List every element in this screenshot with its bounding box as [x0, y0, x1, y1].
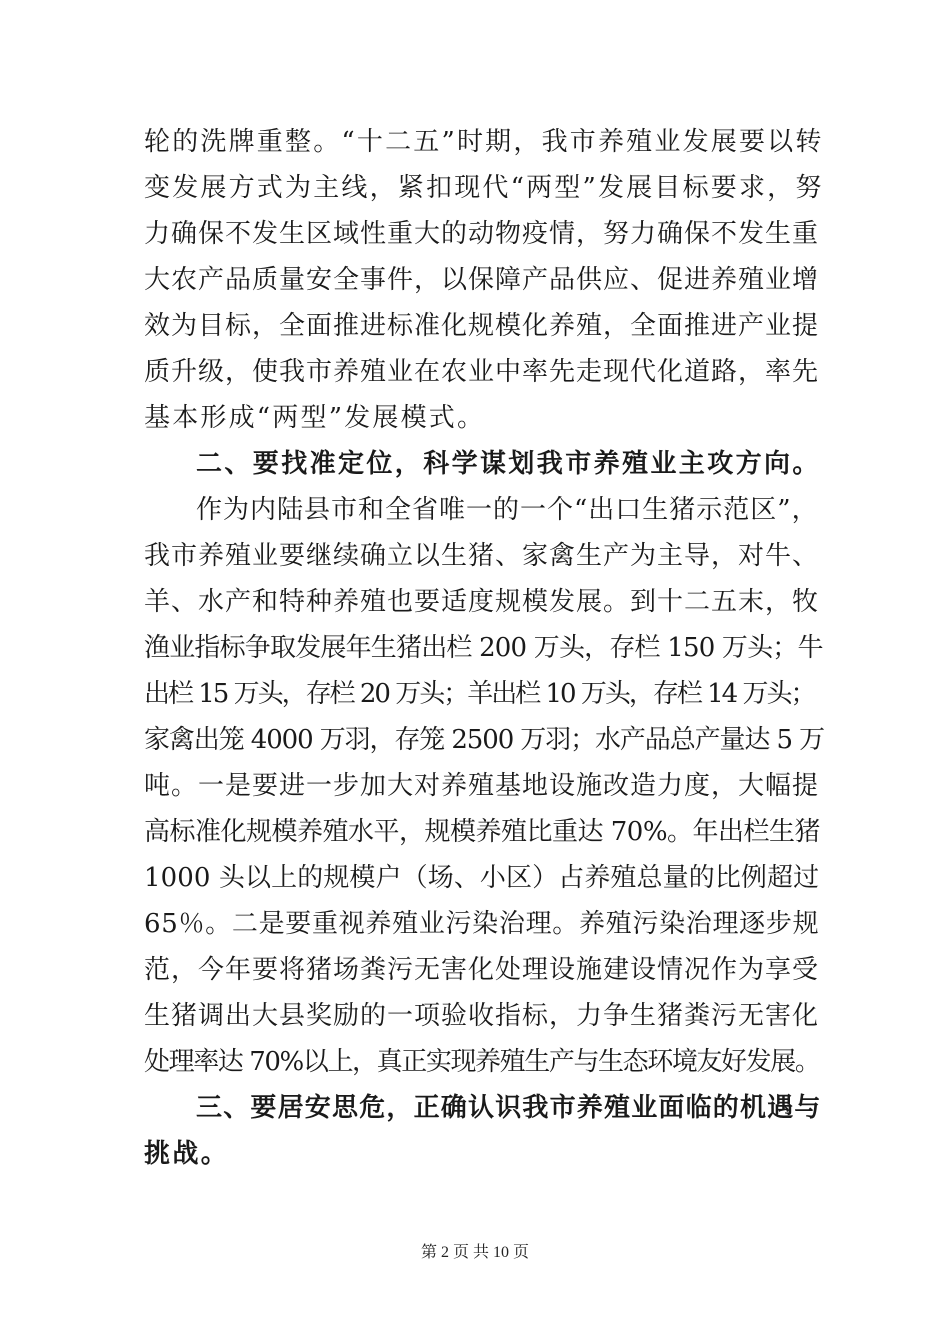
paragraph-line: 65％。二是要重视养殖业污染治理。养殖污染治理逐步规 [144, 909, 820, 939]
paragraph-line: 力确保不发生区域性重大的动物疫情，努力确保不发生重 [144, 219, 820, 249]
paragraph-line: 基本形成“两型”发展模式。 [144, 403, 486, 433]
paragraph-line: 大农产品质量安全事件，以保障产品供应、促进养殖业增 [144, 265, 820, 295]
paragraph-line: 效为目标，全面推进标准化规模化养殖，全面推进产业提 [144, 311, 820, 341]
paragraph-line: 范，今年要将猪场粪污无害化处理设施建设情况作为享受 [144, 955, 820, 985]
paragraph-line: 渔业指标争取发展年生猪出栏 200 万头，存栏 150 万头；牛 [144, 633, 823, 663]
paragraph-line: 1000 头以上的规模户（场、小区）占养殖总量的比例超过 [144, 863, 820, 893]
paragraph-line: 作为内陆县市和全省唯一的一个“出口生猪示范区”， [196, 495, 819, 525]
paragraph-line: 质升级，使我市养殖业在农业中率先走现代化道路，率先 [144, 357, 820, 387]
paragraph-line: 家禽出笼 4000 万羽，存笼 2500 万羽；水产品总产量达 5 万 [144, 725, 824, 755]
paragraph-line: 轮的洗牌重整。“十二五”时期，我市养殖业发展要以转 [144, 127, 824, 157]
paragraph-line: 羊、水产和特种养殖也要适度规模发展。到十二五末，牧 [144, 587, 820, 617]
paragraph-line: 高标准化规模养殖水平，规模养殖比重达 70%。年出栏生猪 [144, 817, 821, 847]
paragraph-line: 处理率达 70%以上，真正实现养殖生产与生态环境友好发展。 [144, 1047, 820, 1077]
paragraph-line: 我市养殖业要继续确立以生猪、家禽生产为主导，对牛、 [144, 541, 820, 571]
page-number: 第 2 页 共 10 页 [420, 1244, 529, 1261]
paragraph-line: 吨。一是要进一步加大对养殖基地设施改造力度，大幅提 [144, 771, 820, 801]
paragraph-line: 生猪调出大县奖励的一项验收指标，力争生猪粪污无害化 [144, 1001, 820, 1031]
section-heading: 挑战。 [144, 1139, 230, 1169]
section-heading: 三、要居安思危，正确认识我市养殖业面临的机遇与 [196, 1093, 822, 1123]
section-heading: 二、要找准定位，科学谋划我市养殖业主攻方向。 [196, 449, 821, 479]
paragraph-line: 变发展方式为主线，紧扣现代“两型”发展目标要求，努 [144, 173, 824, 203]
paragraph-line: 出栏 15 万头，存栏 20 万头；羊出栏 10 万头，存栏 14 万头； [144, 679, 815, 709]
